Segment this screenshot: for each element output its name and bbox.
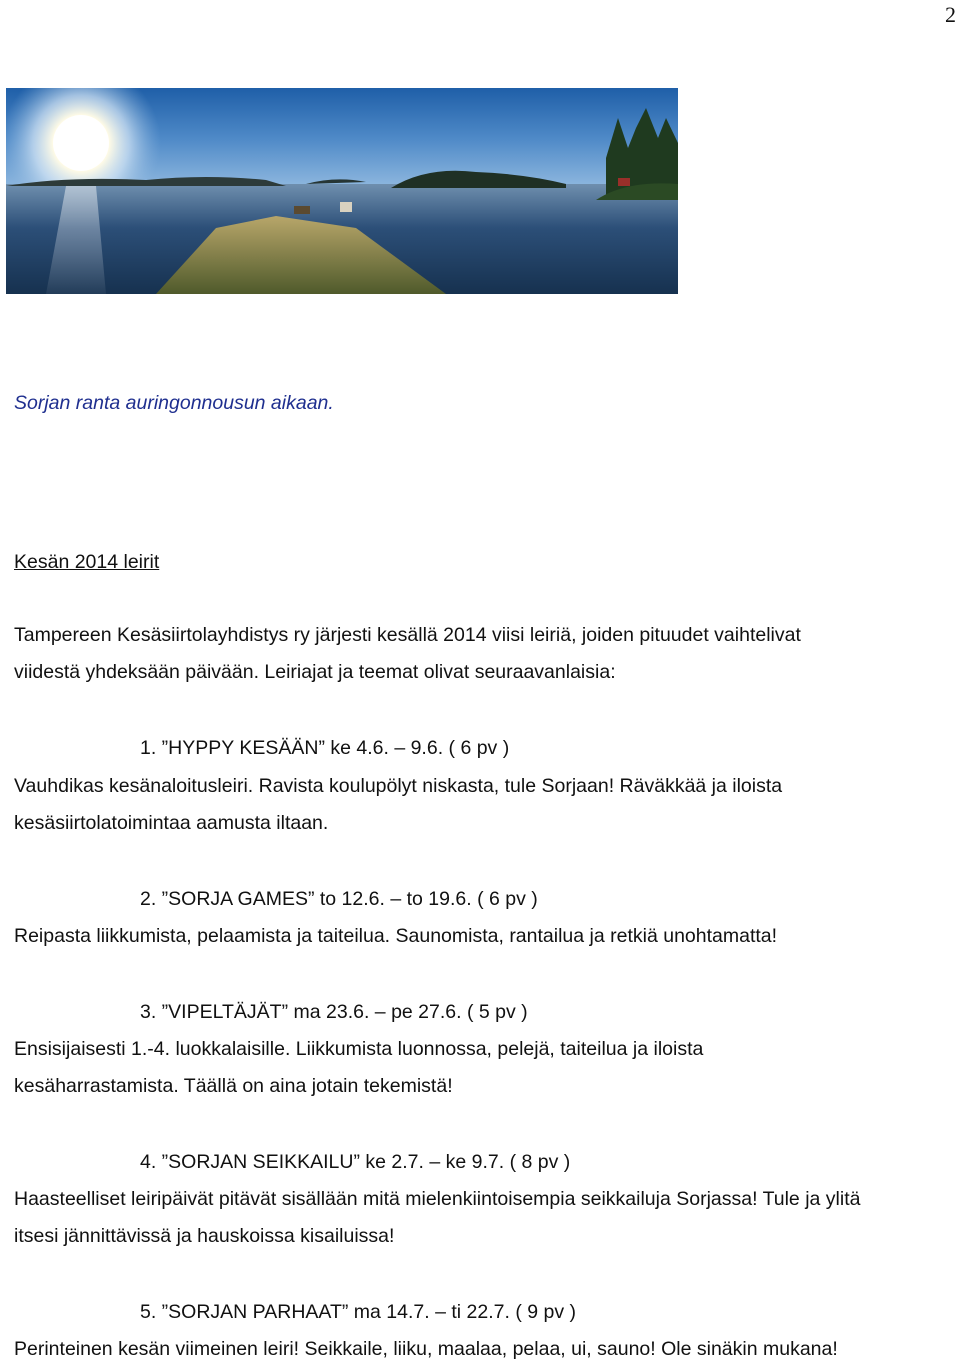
camp-description-line: kesäsiirtolatoimintaa aamusta iltaan. <box>14 812 329 834</box>
camp-title: 2. ”SORJA GAMES” to 12.6. – to 19.6. ( 6 pv ) <box>140 888 538 910</box>
page-number: 2 <box>945 2 956 27</box>
camp-description-line: Reipasta liikkumista, pelaamista ja taiteilua. Saunomista, rantailua ja retkiä unohtamatta! <box>14 925 778 947</box>
camp-title: 1. ”HYPPY KESÄÄN” ke 4.6. – 9.6. ( 6 pv ) <box>140 737 510 759</box>
photo-caption: Sorjan ranta auringonnousun aikaan. <box>14 392 334 414</box>
intro-line-1: Tampereen Kesäsiirtolayhdistys ry järjesti kesällä 2014 viisi leiriä, joiden pituudet vaihtelivat <box>14 624 801 646</box>
section-heading: Kesän 2014 leirit <box>14 551 160 573</box>
camp-description-line: Haasteelliset leiripäivät pitävät sisällään mitä mielenkiintoisempia seikkailuja Sorjassa! Tule ja ylitä <box>14 1188 861 1210</box>
camp-description-line: kesäharrastamista. Täällä on aina jotain tekemistä! <box>14 1075 453 1097</box>
camp-description-line: Perinteinen kesän viimeinen leiri! Seikkaile, liiku, maalaa, pelaa, ui, sauno! Ole sinäkin mukana! <box>14 1338 838 1360</box>
camp-title: 3. ”VIPELTÄJÄT” ma 23.6. – pe 27.6. ( 5 pv ) <box>140 1001 528 1023</box>
intro-line-2: viidestä yhdeksään päivään. Leiriajat ja teemat olivat seuraavanlaisia: <box>14 661 616 683</box>
lake-sunrise-photo <box>6 88 678 294</box>
camp-title: 4. ”SORJAN SEIKKAILU” ke 2.7. – ke 9.7. ( 8 pv ) <box>140 1151 571 1173</box>
camp-description-line: Vauhdikas kesänaloitusleiri. Ravista koulupölyt niskasta, tule Sorjaan! Räväkkää ja iloista <box>14 775 783 797</box>
camp-description-line: Ensisijaisesti 1.-4. luokkalaisille. Liikkumista luonnossa, pelejä, taiteilua ja iloista <box>14 1038 704 1060</box>
photo-illustration <box>6 88 678 294</box>
camp-description-line: itsesi jännittävissä ja hauskoissa kisailuissa! <box>14 1225 395 1247</box>
camp-title: 5. ”SORJAN PARHAAT” ma 14.7. – ti 22.7. ( 9 pv ) <box>140 1301 576 1323</box>
